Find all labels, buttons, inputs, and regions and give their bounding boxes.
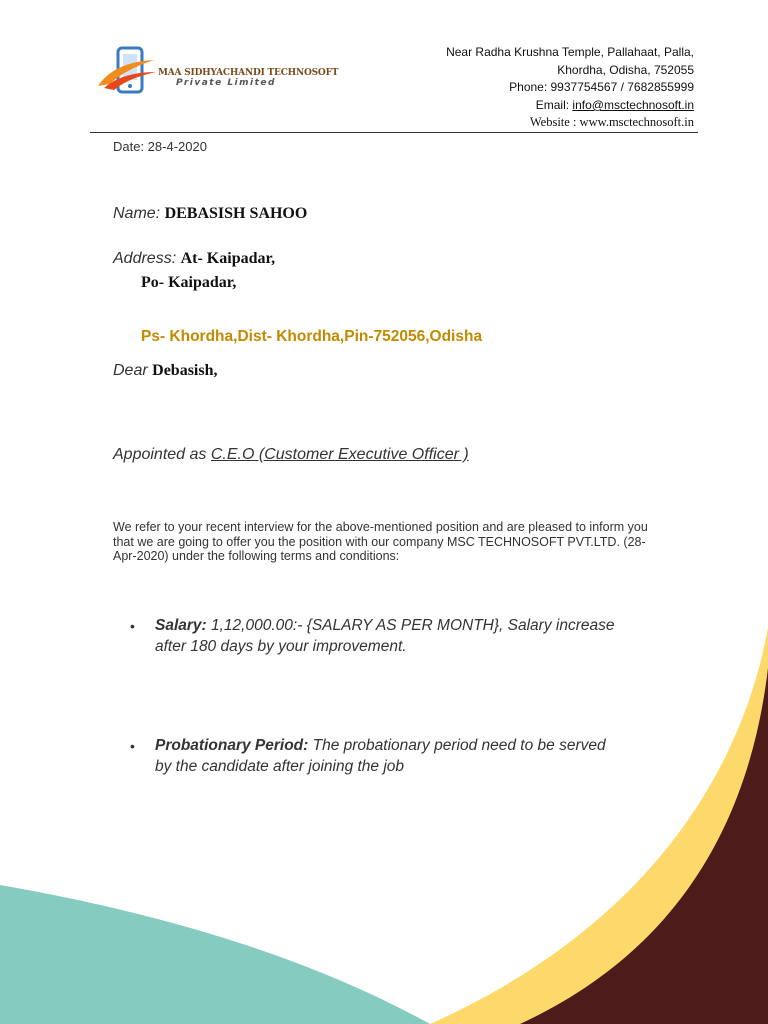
address-line3: Ps- Khordha,Dist- Khordha,Pin-752056,Odisha (141, 328, 483, 345)
dear-value: Debasish, (152, 362, 218, 379)
logo-tagline: Private Limited (176, 78, 276, 88)
term-text: 1,12,000.00:- {SALARY AS PER MONTH}, Salary increase after 180 days by your improvement. (155, 617, 615, 655)
term-label: Salary: (155, 617, 207, 634)
name-value: DEBASISH SAHOO (164, 205, 308, 222)
letter-date: Date: 28-4-2020 (113, 139, 207, 154)
appointed-role: C.E.O (Customer Executive Officer ) (210, 446, 469, 463)
term-label: Probationary Period: (155, 737, 309, 754)
email-label: Email: (535, 98, 573, 112)
header-website: Website : www.msctechnosoft.in (529, 115, 694, 129)
appointed-label: Appointed as (113, 446, 211, 463)
header-email (536, 97, 694, 114)
header-divider (90, 132, 698, 133)
name-label: Name: (113, 205, 161, 222)
recipient-name (113, 205, 307, 223)
salutation (113, 362, 218, 380)
email-link[interactable]: info@msctechnosoft.in (572, 98, 694, 112)
intro-paragraph: We refer to your recent interview for the above-mentioned position and are pleased to inform you that we are going to offer you the position with our company MSC TECHNOSOFT PVT.LTD. (28-Apr-2020) under the following terms and conditions: (113, 520, 648, 563)
appointment-line (113, 446, 469, 464)
dear-label: Dear (113, 362, 148, 379)
header-address-line2: Khordha, Odisha, 752055 (557, 63, 694, 77)
address-line2: Po- Kaipadar, (141, 274, 237, 291)
address-line1: At- Kaipadar, (180, 250, 276, 267)
teal-wave (0, 885, 430, 1024)
logo-company-name: MAA SIDHYACHANDI TECHNOSOFT (158, 68, 339, 78)
bullet-dot: • (130, 738, 135, 754)
term-text: The probationary period need to be served by the candidate after joining the job (155, 737, 606, 775)
bullet-dot: • (130, 618, 135, 634)
recipient-address (113, 250, 275, 268)
header-address-line1: Near Radha Krushna Temple, Pallahaat, Palla, (446, 45, 694, 59)
header-phone: Phone: 9937754567 / 7682855999 (509, 80, 694, 94)
address-label: Address: (113, 250, 177, 267)
